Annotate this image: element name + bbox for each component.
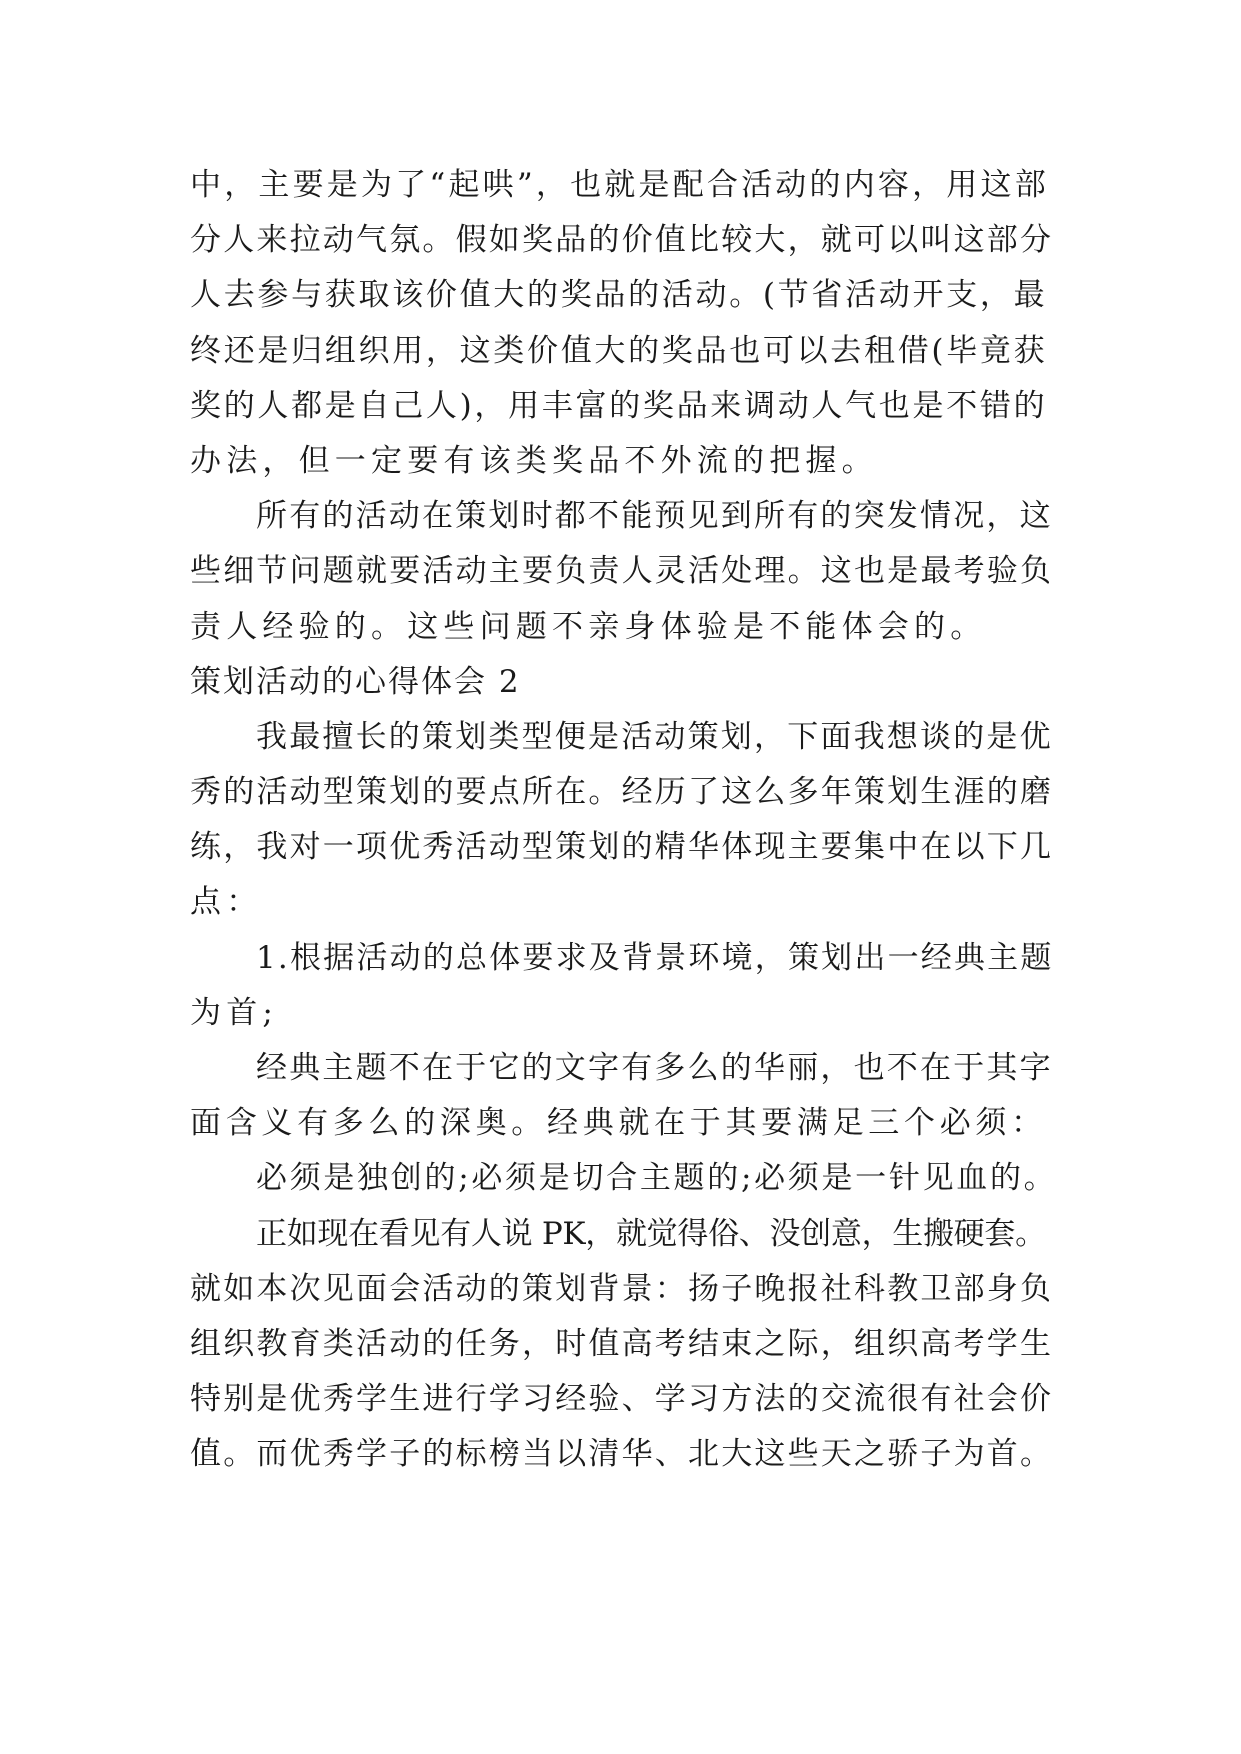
text-line: 秀的活动型策划的要点所在。经历了这么多年策划生涯的磨	[190, 774, 1054, 811]
text-line: 所有的活动在策划时都不能预见到所有的突发情况，这	[256, 498, 1053, 535]
section-heading: 策划活动的心得体会 2	[190, 663, 521, 700]
text-line: 奖的人都是自己人)，用丰富的奖品来调动人气也是不错的	[190, 387, 1048, 424]
text-line: 终还是归组织用，这类价值大的奖品也可以去租借(毕竟获	[190, 332, 1048, 369]
text-line: 组织教育类活动的任务，时值高考结束之际，组织高考学生	[190, 1325, 1054, 1362]
text-line: 责人经验的。这些问题不亲身体验是不能体会的。	[190, 608, 987, 645]
text-line: 我最擅长的策划类型便是活动策划，下面我想谈的是优	[256, 718, 1053, 755]
text-line: 为首;	[190, 994, 279, 1031]
text-line: 些细节问题就要活动主要负责人灵活处理。这也是最考验负	[190, 553, 1054, 590]
text-line: 值。而优秀学子的标榜当以清华、北大这些天之骄子为首。	[190, 1436, 1054, 1473]
text-line: 1.根据活动的总体要求及背景环境，策划出一经典主题	[256, 939, 1054, 976]
text-line: 中，主要是为了“起哄”，也就是配合活动的内容，用这部	[190, 167, 1049, 203]
text-line: 面含义有多么的深奥。经典就在于其要满足三个必须：	[190, 1105, 1047, 1142]
text-line: 必须是独创的;必须是切合主题的;必须是一针见血的。	[256, 1160, 1058, 1197]
text-line: 经典主题不在于它的文字有多么的华丽，也不在于其字	[256, 1050, 1053, 1086]
text-line: 点：	[190, 884, 263, 921]
text-line: 就如本次见面会活动的策划背景：扬子晚报社科教卫部身负	[190, 1270, 1054, 1307]
text-line: 人去参与获取该价值大的奖品的活动。(节省活动开支，最	[190, 277, 1048, 314]
text-line: 练，我对一项优秀活动型策划的精华体现主要集中在以下几	[190, 829, 1054, 866]
text-line: 特别是优秀学生进行学习经验、学习方法的交流很有社会价	[190, 1381, 1054, 1418]
text-line: 正如现在看见有人说 PK，就觉得俗、没创意，生搬硬套。	[256, 1215, 1046, 1252]
text-line: 办法，但一定要有该类奖品不外流的把握。	[190, 442, 878, 479]
document-body	[190, 158, 1058, 1483]
text-line: 分人来拉动气氛。假如奖品的价值比较大，就可以叫这部分	[190, 222, 1054, 259]
